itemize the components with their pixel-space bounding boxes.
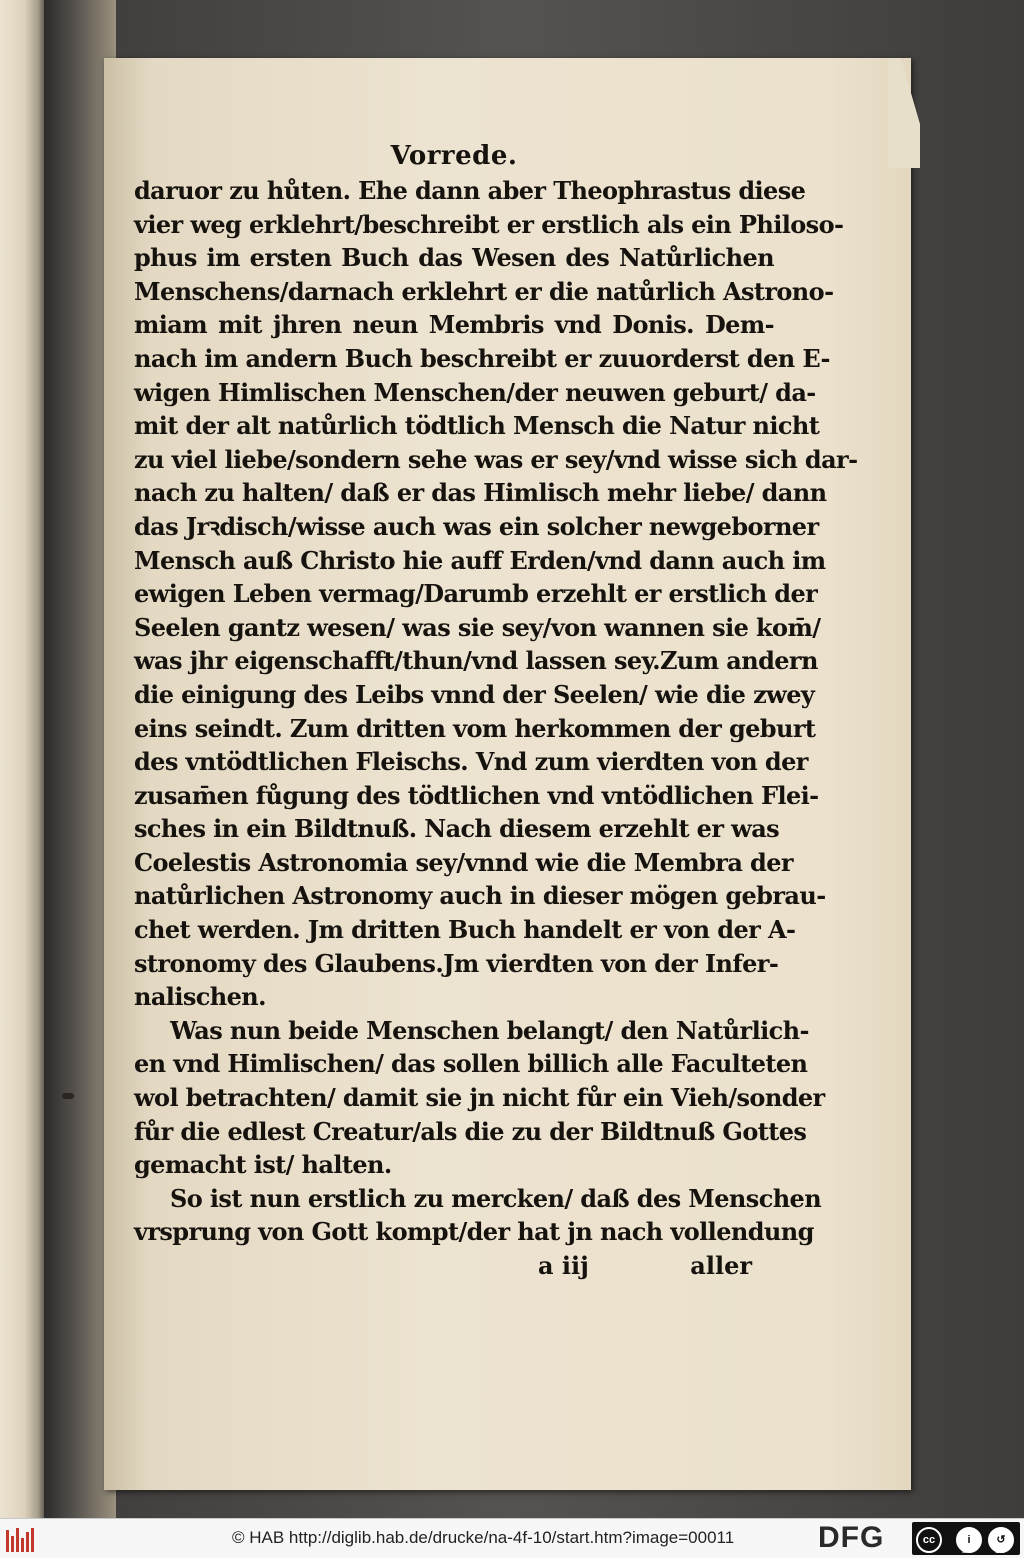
text-line: des vntödtlichen Fleischs. Vnd zum vierdten von der	[134, 747, 808, 777]
text-line: en vnd Himlischen/ das sollen billich alle Faculteten	[134, 1049, 808, 1079]
ink-mark	[62, 1093, 74, 1099]
text-line: Mensch auß Christo hie auff Erden/vnd dann auch im	[134, 545, 826, 575]
text-line: gemacht ist/ halten.	[134, 1150, 392, 1180]
text-line: was jhr eigenschafft/thun/vnd lassen sey.Zum andern	[134, 646, 818, 676]
running-head: Vorrede.	[390, 141, 518, 171]
text-line: nach zu halten/ daß er das Himlisch mehr liebe/ dann	[134, 478, 827, 508]
text-line: So ist nun erstlich zu mercken/ daß des Menschen	[170, 1183, 822, 1213]
text-line: phus im ersten Buch das Wesen des Natůrlichen	[134, 243, 774, 273]
text-line: natůrlichen Astronomy auch in dieser mögen gebrau-	[134, 881, 826, 911]
text-line: ewigen Leben vermag/Darumb erzehlt er erstlich der	[134, 579, 818, 609]
attribution-icon: i	[956, 1527, 982, 1553]
text-line: nach im andern Buch beschreibt er zuuorderst den E-	[134, 343, 830, 373]
text-line: chet werden. Jm dritten Buch handelt er von der A-	[134, 915, 796, 945]
hab-logo-icon	[6, 1526, 36, 1552]
text-line: Menschens/darnach erklehrt er die natůrlich Astrono-	[134, 276, 834, 306]
text-line: Was nun beide Menschen belangt/ den Natůrlich-	[170, 1015, 809, 1045]
text-line: das Jrꝛdisch/wisse auch was ein solcher newgeborner	[134, 511, 819, 541]
cc-license-badge[interactable]	[912, 1522, 1020, 1555]
text-line: miam mit jhren neun Membris vnd Donis. Dem-	[134, 310, 774, 340]
text-line: daruor zu hůten. Ehe dann aber Theophrastus diese	[134, 176, 806, 205]
footer-source-link[interactable]: © HAB http://diglib.hab.de/drucke/na-4f-10/start.htm?image=00011	[232, 1528, 735, 1547]
share-alike-icon: ↺	[988, 1527, 1014, 1553]
text-line: Seelen gantz wesen/ was sie sey/von wannen sie kom̄/	[134, 612, 821, 642]
catch-line	[134, 1249, 774, 1283]
text-line: stronomy des Glaubens.Jm vierdten von der Infer-	[134, 948, 779, 978]
text-line: nalischen.	[134, 982, 266, 1012]
text-line: mit der alt natůrlich tödtlich Mensch die Natur nicht	[134, 411, 820, 441]
text-line: zusam̄en fůgung des tödtlichen vnd vntödlichen Flei-	[134, 780, 819, 810]
text-line: sches in ein Bildtnuß. Nach diesem erzehlt er was	[134, 814, 780, 844]
text-line: wol betrachten/ damit sie jn nicht fůr ein Vieh/sonder	[134, 1083, 825, 1113]
license-by-label: BY	[962, 1548, 972, 1555]
page-text-block	[134, 140, 858, 1283]
text-lines	[134, 174, 858, 1249]
cc-icon: cc	[916, 1527, 942, 1553]
text-line: wigen Himlischen Menschen/der neuwen geburt/ da-	[134, 377, 816, 407]
catchword: aller	[690, 1251, 752, 1280]
viewer-footer	[0, 1518, 1024, 1558]
text-line: vier weg erklehrt/beschreibt er erstlich als ein Philoso-	[134, 209, 844, 239]
text-line: fůr die edlest Creatur/als die zu der Bildtnuß Gottes	[134, 1116, 807, 1146]
text-line: vrsprung von Gott kompt/der hat jn nach vollendung	[134, 1217, 814, 1247]
text-line: die einigung des Leibs vnnd der Seelen/ wie die zwey	[134, 679, 815, 709]
license-sa-label: SA	[995, 1548, 1005, 1555]
signature-mark: a iij	[538, 1251, 589, 1280]
text-line: eins seindt. Zum dritten vom herkommen der geburt	[134, 713, 816, 743]
dfg-logo: DFG	[818, 1521, 885, 1554]
text-line: zu viel liebe/sondern sehe was er sey/vnd wisse sich dar-	[134, 444, 858, 474]
text-line: Coelestis Astronomia sey/vnnd wie die Membra der	[134, 847, 793, 877]
